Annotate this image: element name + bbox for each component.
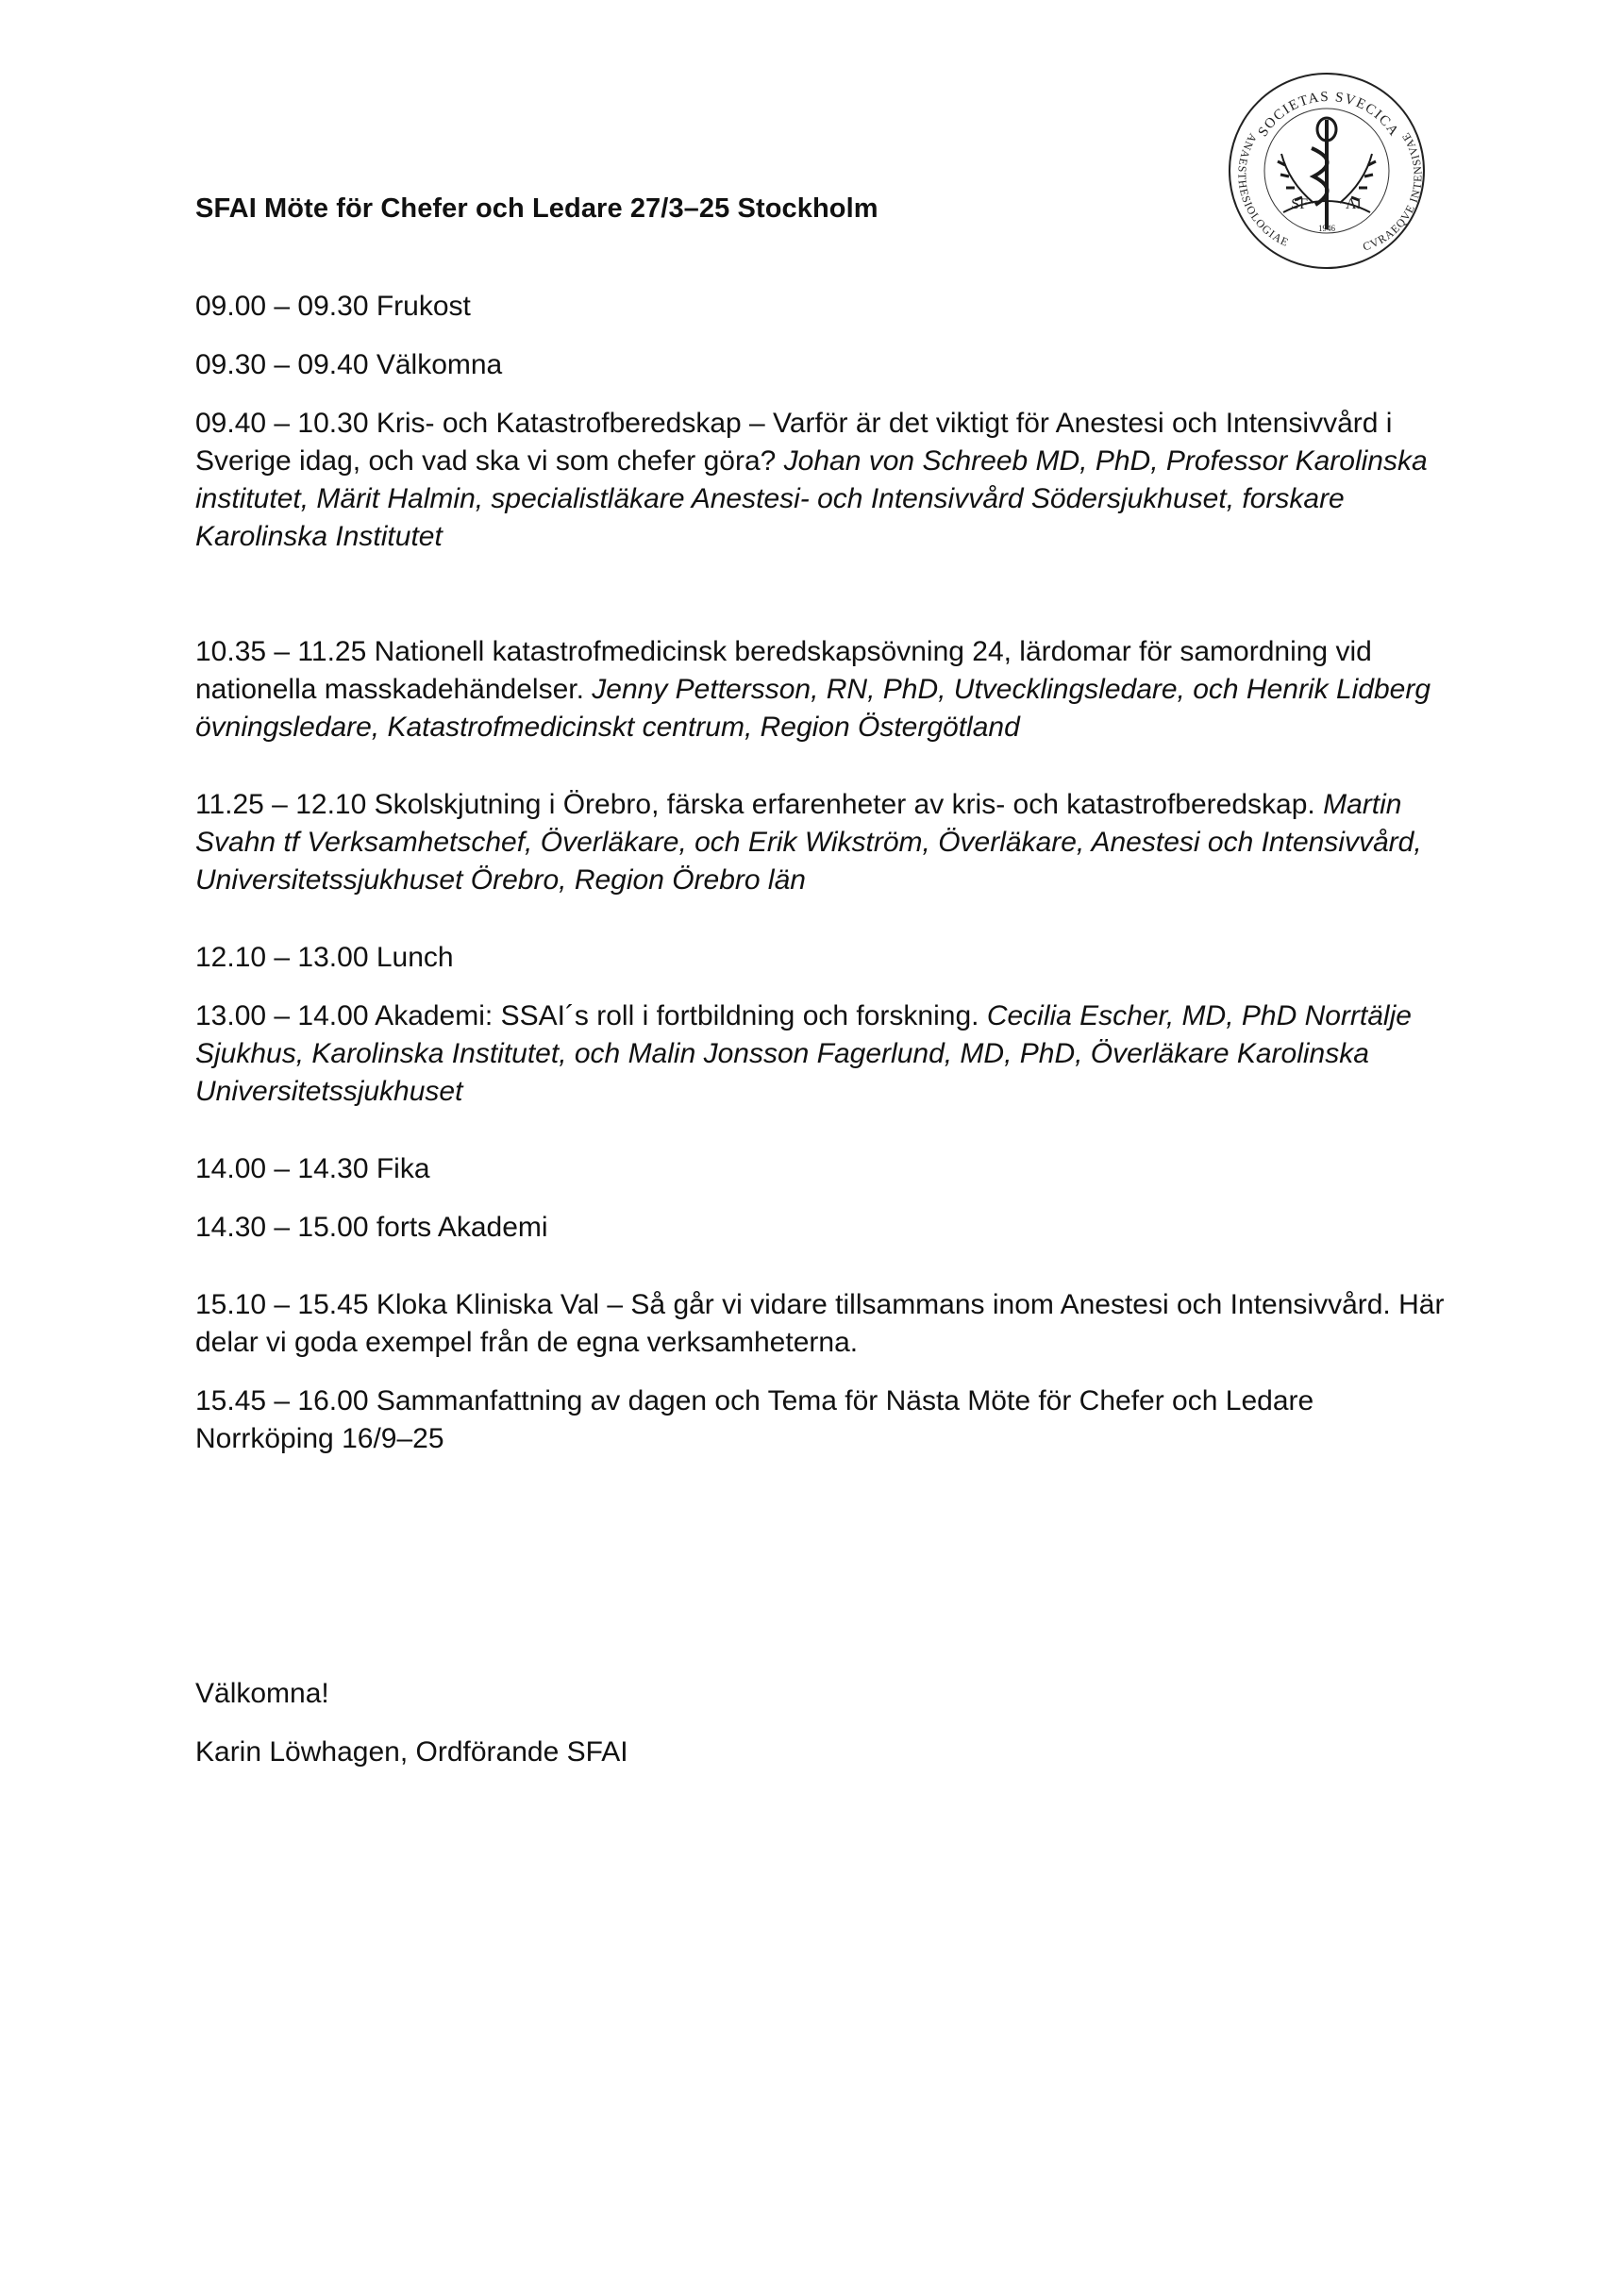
svg-text:ANAESTHESIOLOGIAE	[1235, 131, 1291, 249]
agenda-item-text: 15.10 – 15.45 Kloka Kliniska Val – Så går vi vidare tillsammans inom Anestesi och Intensivvård. Här delar vi goda exempel från de egna verksamheterna.	[195, 1289, 1445, 1358]
agenda-item	[195, 1209, 1450, 1247]
agenda-item-text: 10.35 – 11.25 Nationell katastrofmedicinsk beredskapsövning 24, lärdomar för samordning vid nationella masskadehändelser.	[195, 636, 1372, 705]
agenda-item-text: 09.00 – 09.30 Frukost	[195, 291, 471, 322]
agenda-item-text: 09.30 – 09.40 Välkomna	[195, 349, 503, 380]
svg-text:CVRAEQVE INTENSIVAE	[1361, 129, 1424, 253]
seal-left-text: ANAESTHESIOLOGIAE	[1235, 130, 1292, 250]
agenda-item-speakers: Cecilia Escher, MD, PhD Norrtälje Sjukhus, Karolinska Institutet, och Malin Jonsson Fagerlund, MD, PhD, Överläkare Karolinska Universitetssjukhuset	[195, 1000, 1412, 1107]
closing-signature: Karin Löwhagen, Ordförande SFAI	[195, 1736, 628, 1768]
sfai-seal-logo	[1227, 71, 1427, 271]
agenda-item-text: 14.30 – 15.00 forts Akademi	[195, 1212, 548, 1243]
seal-year: 1946	[1318, 224, 1335, 233]
agenda-item-text: 09.40 – 10.30 Kris- och Katastrofberedskap – Varför är det viktigt för Anestesi och Intensivvård i Sverige idag, och vad ska vi som chefer göra?	[195, 408, 1393, 477]
agenda-item	[195, 786, 1450, 899]
seal-initials-left: SF	[1291, 196, 1308, 212]
agenda-item	[195, 405, 1450, 556]
agenda-item-text: 11.25 – 12.10 Skolskjutning i Örebro, färska erfarenheter av kris- och katastrofberedskap.	[195, 789, 1324, 820]
seal-top-text: SOCIETAS SVECICA	[1255, 89, 1402, 140]
closing-greeting: Välkomna!	[195, 1678, 329, 1709]
agenda-item-speakers: Martin Svahn tf Verksamhetschef, Överläkare, och Erik Wikström, Överläkare, Anestesi och Intensivvård, Universitetssjukhuset Örebro, Region Örebro län	[195, 789, 1422, 896]
agenda-item	[195, 1383, 1450, 1458]
agenda-item-speakers: Johan von Schreeb MD, PhD, Professor Karolinska institutet, Märit Halmin, specialistläkare Anestesi- och Intensivvård Södersjukhuset, forskare Karolinska Institutet	[195, 445, 1428, 552]
agenda-item	[195, 939, 1450, 977]
agenda-list	[195, 288, 1450, 1458]
agenda-item	[195, 633, 1450, 746]
agenda-item	[195, 346, 1450, 384]
document-title: SFAI Möte för Chefer och Ledare 27/3–25 Stockholm	[195, 193, 878, 224]
agenda-item	[195, 997, 1450, 1111]
agenda-item	[195, 1150, 1450, 1188]
agenda-item-text: 15.45 – 16.00 Sammanfattning av dagen och Tema för Nästa Möte för Chefer och Ledare Norrköping 16/9–25	[195, 1385, 1314, 1454]
agenda-item-text: 14.00 – 14.30 Fika	[195, 1153, 430, 1184]
agenda-item-speakers: Jenny Pettersson, RN, PhD, Utvecklingsledare, och Henrik Lidberg övningsledare, Katastrofmedicinskt centrum, Region Östergötland	[195, 674, 1431, 743]
seal-initials-right: AI	[1346, 196, 1362, 212]
seal-emblem-icon	[1278, 118, 1376, 229]
agenda-item	[195, 1286, 1450, 1362]
seal-right-text: CVRAEQVE INTENSIVAE	[1361, 129, 1425, 254]
agenda-item-text: 12.10 – 13.00 Lunch	[195, 942, 454, 973]
agenda-item-text: 13.00 – 14.00 Akademi: SSAI´s roll i fortbildning och forskning.	[195, 1000, 987, 1031]
agenda-item	[195, 288, 1450, 326]
